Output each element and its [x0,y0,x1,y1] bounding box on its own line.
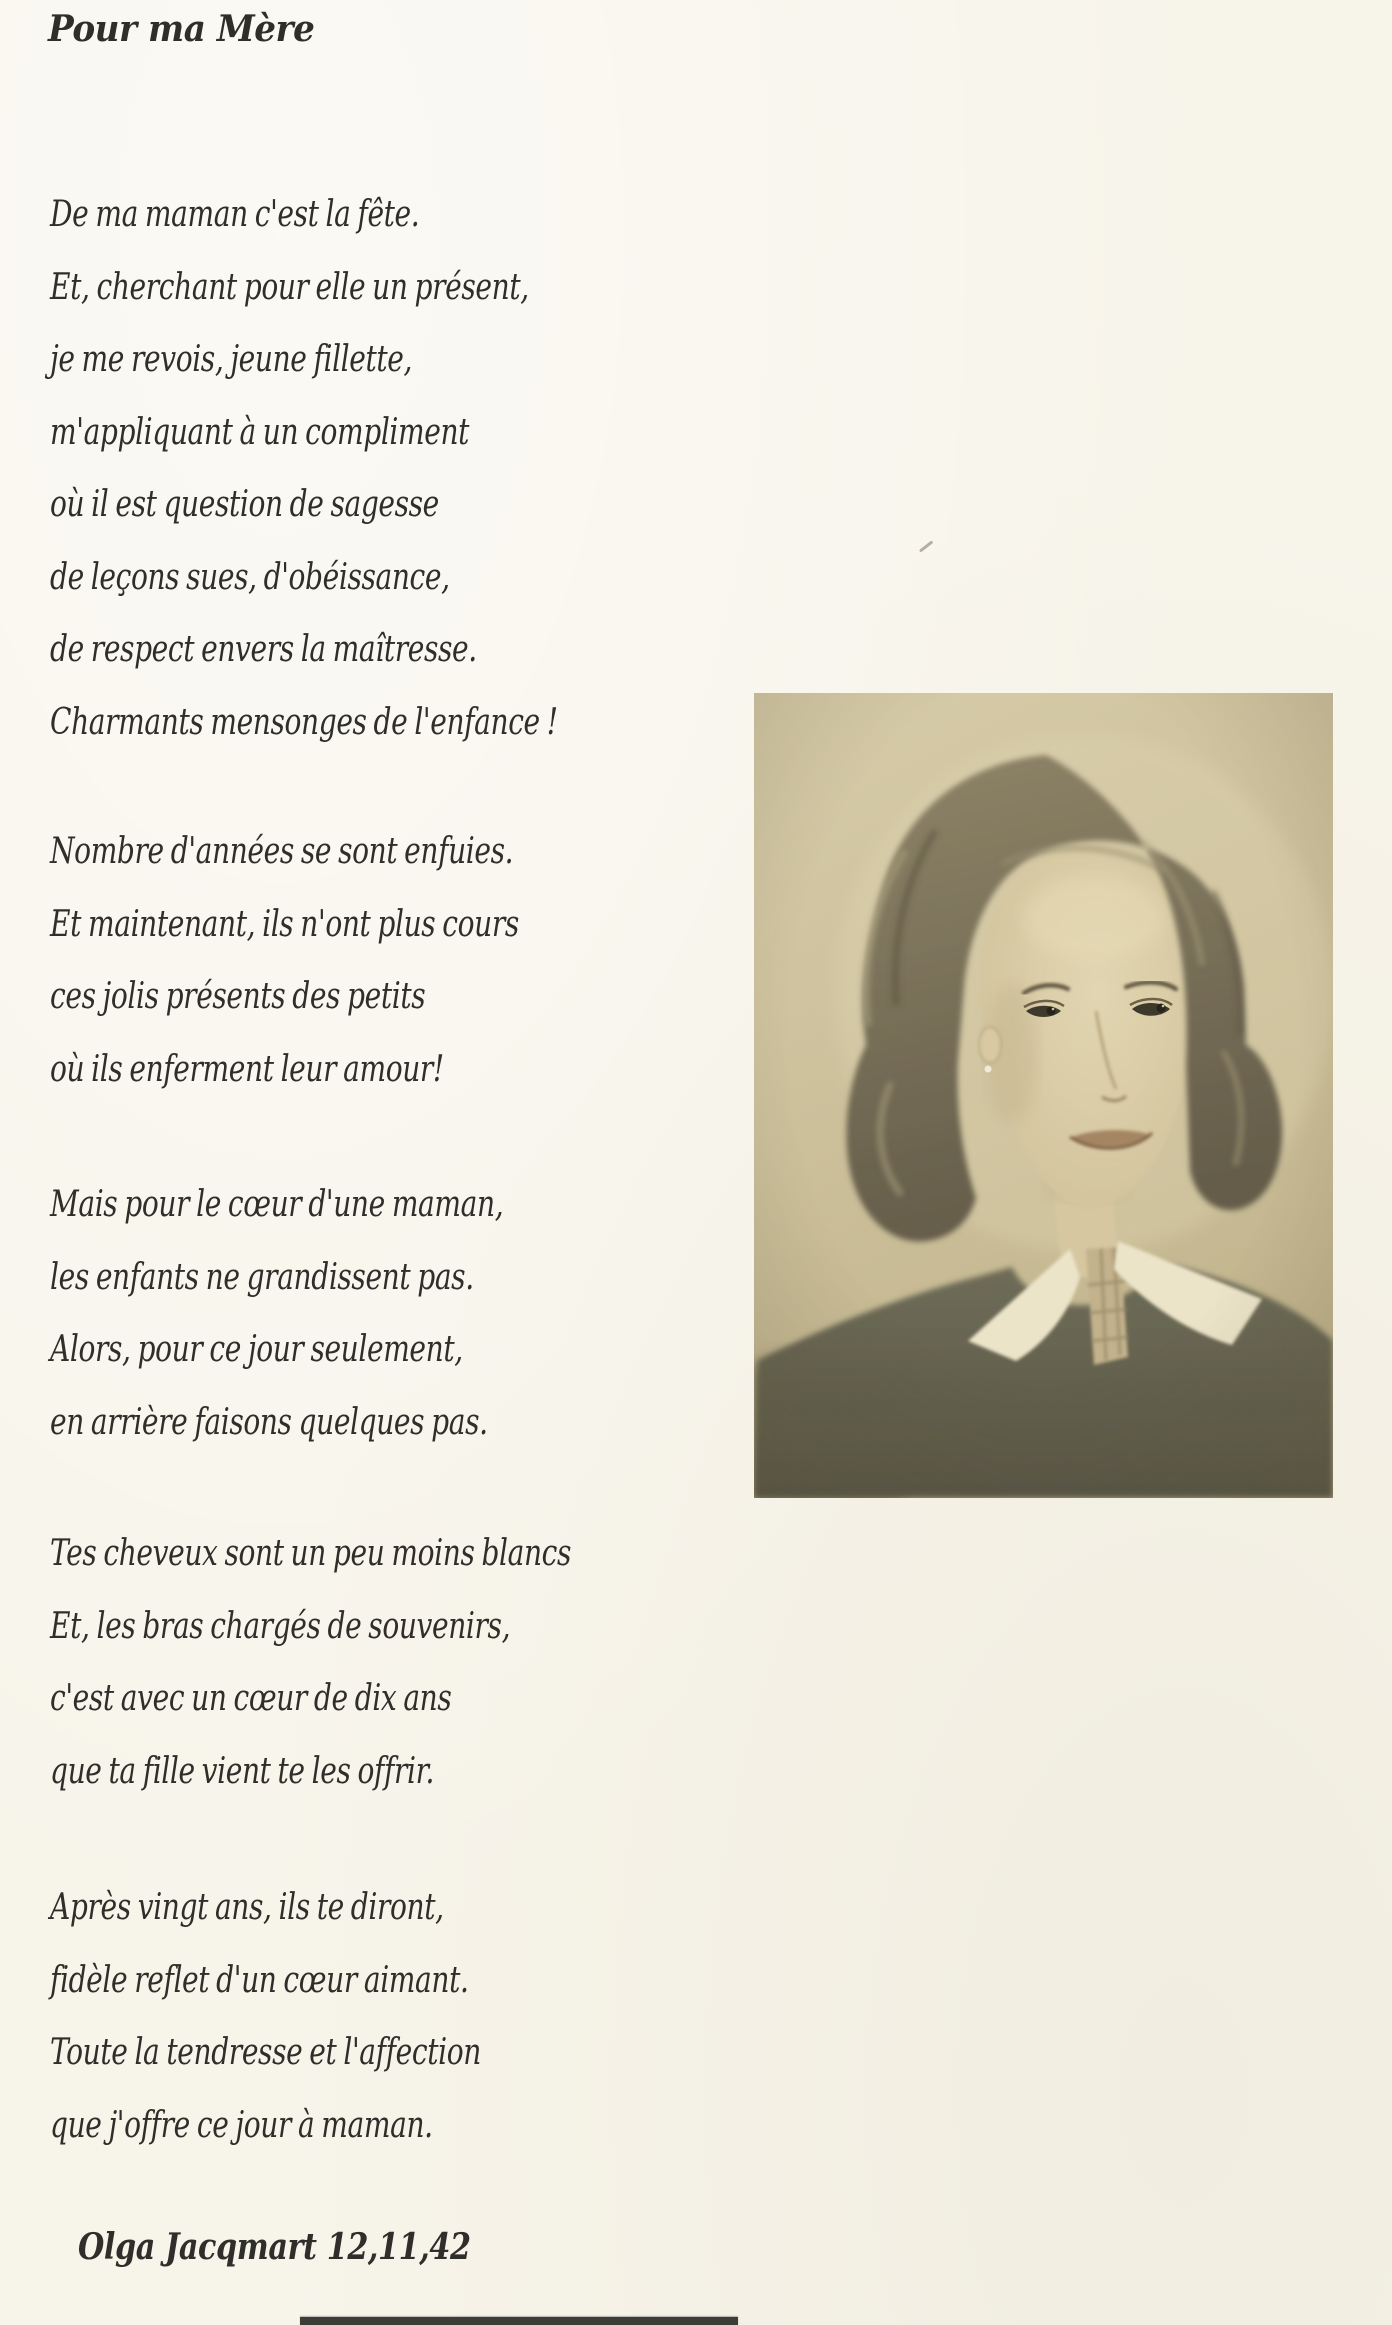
portrait-illustration [754,693,1333,1498]
poem-line: que j'offre ce jour à maman. [50,2104,433,2146]
page-title: Pour ma Mère [48,8,315,50]
poem-line: de respect envers la maîtresse. [50,629,477,670]
stanza-1 [50,179,701,759]
poem-line: Mais pour le cœur d'une maman, [50,1184,504,1225]
pen-mark [919,540,933,552]
poem-line: ces jolis présents des petits [50,976,426,1017]
scan-edge-strip [300,2317,738,2325]
poem-line: Nombre d'années se sont enfuies. [50,831,514,872]
poem-line: je me revois, jeune fillette, [50,339,413,380]
poem-line: où ils enferment leur amour! [50,1048,444,1090]
poem-line: Et maintenant, ils n'ont plus cours [50,903,519,945]
poem-line: de leçons sues, d'obéissance, [50,556,450,598]
stanza-4 [50,1518,718,1808]
poem-line: Alors, pour ce jour seulement, [50,1329,463,1370]
poem-line: où il est question de sagesse [50,484,439,525]
poem-line: en arrière faisons quelques pas. [50,1401,488,1443]
poem-line: Charmants mensonges de l'enfance ! [50,701,558,743]
poem-line: Toute la tendresse et l'affection [50,2032,481,2073]
poem-line: que ta fille vient te les offrir. [50,1750,435,1792]
poem-line: m'appliquant à un compliment [50,411,470,453]
poem-line: fidèle reflet d'un cœur aimant. [50,1959,469,2001]
poem-line: De ma maman c'est la fête. [50,194,420,235]
poem-line: Et, les bras chargés de souvenirs, [50,1605,511,1647]
poem-line: les enfants ne grandissent pas. [50,1256,474,1298]
poem-line: Tes cheveux sont un peu moins blancs [50,1533,572,1574]
stanza-2 [50,816,651,1106]
photo-vignette [754,693,1333,1498]
signature: Olga Jacqmart 12,11,42 [78,2226,471,2268]
stanza-3 [50,1169,631,1459]
stanza-5 [50,1872,602,2162]
portrait-photo [754,693,1333,1498]
poem-line: c'est avec un cœur de dix ans [50,1678,452,1719]
poem-line: Et, cherchant pour elle un présent, [50,266,529,308]
poem-line: Après vingt ans, ils te diront, [50,1887,444,1928]
